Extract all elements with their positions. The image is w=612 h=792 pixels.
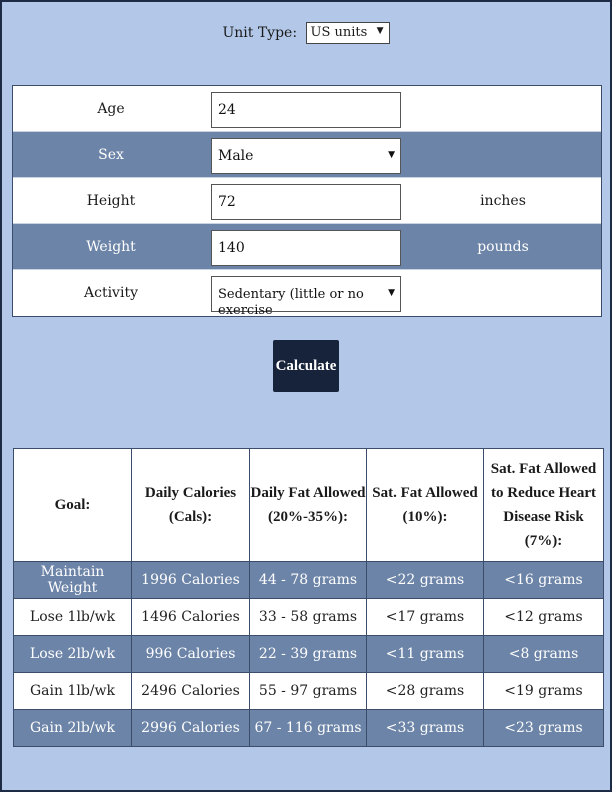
form-row-height xyxy=(13,178,601,224)
activity-label: Activity xyxy=(84,285,138,301)
fat-cell: 22 - 39 grams xyxy=(250,636,367,673)
form-row-activity xyxy=(13,270,601,316)
unit-type-select[interactable] xyxy=(306,22,390,44)
sex-label: Sex xyxy=(98,147,124,163)
sex-select[interactable] xyxy=(211,138,401,174)
weight-input[interactable]: 140 xyxy=(211,230,401,266)
sat-fat-heart-cell: <12 grams xyxy=(484,599,604,636)
calories-cell: 2496 Calories xyxy=(132,673,250,710)
calories-cell: 2996 Calories xyxy=(132,710,250,747)
calories-cell: 996 Calories xyxy=(132,636,250,673)
goal-cell: Lose 1lb/wk xyxy=(14,599,132,636)
header-sat-fat: Sat. Fat Allowed (10%): xyxy=(367,449,484,562)
sat-fat-heart-cell: <19 grams xyxy=(484,673,604,710)
calories-cell: 1496 Calories xyxy=(132,599,250,636)
sat-fat-cell: <22 grams xyxy=(367,562,484,599)
height-label: Height xyxy=(86,193,136,209)
goal-cell: Maintain Weight xyxy=(14,562,132,599)
sat-fat-heart-cell: <16 grams xyxy=(484,562,604,599)
form-row-age xyxy=(13,86,601,132)
fat-cell: 33 - 58 grams xyxy=(250,599,367,636)
form-row-weight xyxy=(13,224,601,270)
calories-cell: 1996 Calories xyxy=(132,562,250,599)
sat-fat-heart-cell: <23 grams xyxy=(484,710,604,747)
unit-type-value: US units xyxy=(310,25,368,40)
activity-select[interactable] xyxy=(211,276,401,318)
header-goal: Goal: xyxy=(14,449,132,562)
goal-cell: Lose 2lb/wk xyxy=(14,636,132,673)
form-row-sex xyxy=(13,132,601,178)
header-sat-fat-heart: Sat. Fat Allowed to Reduce Heart Disease Risk (7%): xyxy=(484,449,604,562)
fat-cell: 44 - 78 grams xyxy=(250,562,367,599)
input-form xyxy=(12,85,602,317)
results-header-row xyxy=(14,449,604,562)
table-row xyxy=(14,673,604,710)
results-table xyxy=(13,448,604,747)
age-label: Age xyxy=(97,101,125,117)
activity-value: Sedentary (little or no exercise xyxy=(218,287,364,318)
calculate-button[interactable]: Calculate xyxy=(273,340,339,392)
unit-type-label: Unit Type: xyxy=(222,25,298,41)
goal-cell: Gain 1lb/wk xyxy=(14,673,132,710)
header-daily-fat: Daily Fat Allowed (20%-35%): xyxy=(250,449,367,562)
sex-value: Male xyxy=(218,148,254,164)
dropdown-arrow-icon: ▼ xyxy=(376,26,384,36)
sat-fat-cell: <11 grams xyxy=(367,636,484,673)
fat-cell: 67 - 116 grams xyxy=(250,710,367,747)
age-input[interactable]: 24 xyxy=(211,92,401,128)
table-row xyxy=(14,599,604,636)
sat-fat-cell: <28 grams xyxy=(367,673,484,710)
sat-fat-heart-cell: <8 grams xyxy=(484,636,604,673)
weight-label: Weight xyxy=(86,239,136,255)
header-daily-calories: Daily Calories (Cals): xyxy=(132,449,250,562)
height-unit: inches xyxy=(480,193,526,209)
sat-fat-cell: <33 grams xyxy=(367,710,484,747)
table-row xyxy=(14,562,604,599)
unit-type-row xyxy=(2,22,610,44)
goal-cell: Gain 2lb/wk xyxy=(14,710,132,747)
weight-unit: pounds xyxy=(477,239,529,255)
sat-fat-cell: <17 grams xyxy=(367,599,484,636)
table-row xyxy=(14,710,604,747)
table-row xyxy=(14,636,604,673)
height-input[interactable]: 72 xyxy=(211,184,401,220)
fat-cell: 55 - 97 grams xyxy=(250,673,367,710)
dropdown-arrow-icon: ▼ xyxy=(388,288,395,298)
dropdown-arrow-icon: ▼ xyxy=(388,150,395,160)
